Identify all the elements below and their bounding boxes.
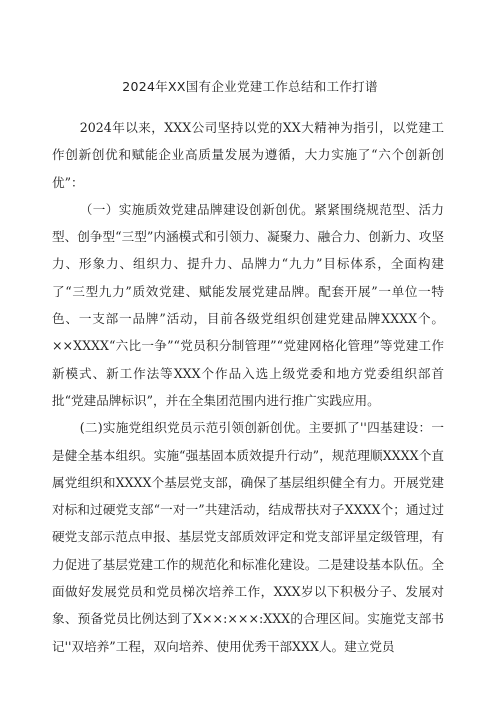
paragraph-section-1: （一）实施质效党建品牌建设创新创优。紧紧围绕规范型、活力型、创争型“三型”内涵模式和引领力、凝聚力、融合力、创新力、攻坚力、形象力、组织力、提升力、品牌力“九力”目标体系，全面构建了“三型九力”质效党建、赋能发展党建品牌。配套开展”一单位一特色、一支部一品牌”活动，目前各级党组织创建党建品牌XXXX个。××XXXX“六比一争”“党员积分制管理”“党建网格化管理”等党建工作新模式、新工作法等XXX个作品入选上级党委和地方党委组织部首批“党建品牌标识”，并在全集团范围内进行推广实践应用。: [52, 201, 444, 408]
document-title: 2024年XX国有企业党建工作总结和工作打谱: [122, 79, 378, 94]
paragraph-section-2: (二)实施党组织党员示范引领创新创优。主要抓了''四基建设：一是健全基本组织。实施“强基固本质效提升行动”，规范理顺XXXX个直属党组织和XXXX个基层党支部，确保了基层组织健全有力。开展党建对标和过硬党支部“一对一”共建活动，结成帮扶对子XXXX个；通过过硬党支部示范点申报、基层党支部质效评定和党支部评星定级管理，有力促进了基层党建工作的规范化和标准化建设。二是建设基本队伍。全面做好发展党员和党员梯次培养工作，XXX岁以下积极分子、发展对象、预备党员比例达到了X××:×××:XXX的合理区间。实施党支部书记''双培养”工程，双向培养、使用优秀干部XXX人。建立党员: [52, 420, 444, 654]
paragraph-intro: 2024年以来，XXX公司坚持以党的XX大精神为指引，以党建工作创新创优和赋能企业高质量发展为遵循，大力实施了“六个创新创优”：: [52, 120, 444, 190]
document-body: [52, 114, 444, 660]
